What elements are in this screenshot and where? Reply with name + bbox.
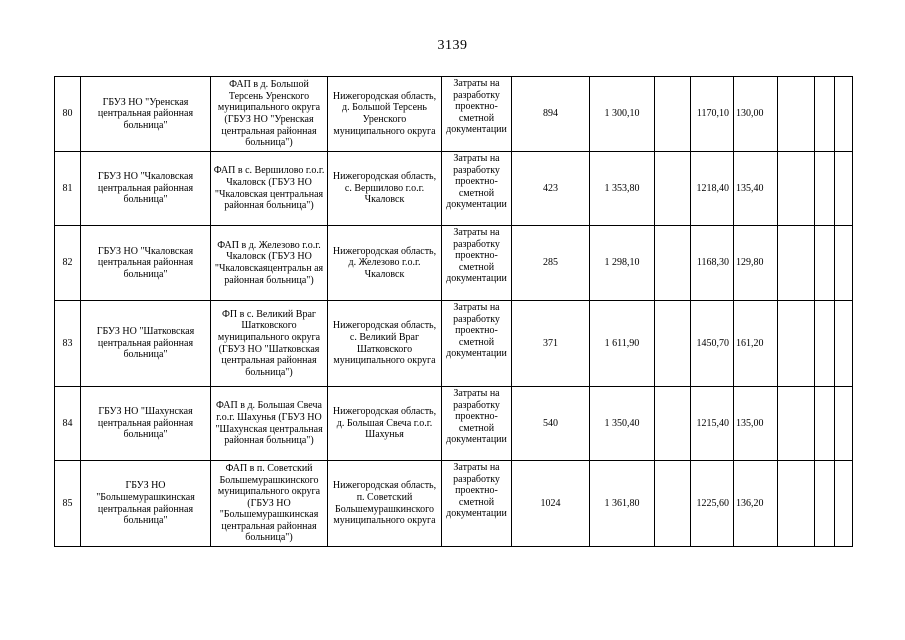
- empty-cell: [835, 226, 853, 301]
- address-cell: Нижегородская область, д. Железово г.о.г. Чкаловск: [328, 226, 442, 301]
- address-cell: Нижегородская область, с. Вершилово г.о.г. Чкаловск: [328, 152, 442, 226]
- institution-cell: ГБУЗ НО "Шахунская центральная районная больница": [81, 387, 211, 461]
- value-b-cell: 129,80: [734, 226, 778, 301]
- empty-cell: [815, 152, 835, 226]
- table-row: [55, 226, 853, 301]
- empty-cell: [655, 301, 691, 387]
- facility-cell: ФАП в д. Большая Свеча г.о.г. Шахунья (ГБУЗ НО "Шахунская центральная районная больница"): [211, 387, 328, 461]
- facility-cell: ФАП в д. Железово г.о.г. Чкаловск (ГБУЗ НО "Чкаловскаяцентральн ая районная больница"): [211, 226, 328, 301]
- empty-cell: [815, 301, 835, 387]
- value-a-cell: 1215,40: [691, 387, 734, 461]
- address-cell: Нижегородская область, с. Великий Враг Шатковского муниципального округа: [328, 301, 442, 387]
- empty-cell: [778, 77, 815, 152]
- funding-table: [54, 76, 853, 547]
- institution-cell: ГБУЗ НО "Уренская центральная районная больница": [81, 77, 211, 152]
- area-cell: 285: [512, 226, 590, 301]
- empty-cell: [655, 226, 691, 301]
- empty-cell: [815, 77, 835, 152]
- institution-cell: ГБУЗ НО "Чкаловская центральная районная больница": [81, 226, 211, 301]
- cost-type-cell: Затраты на разработку проектно-сметной документации: [442, 152, 512, 226]
- cost-total-cell: 1 298,10: [590, 226, 655, 301]
- empty-cell: [778, 461, 815, 547]
- empty-cell: [778, 387, 815, 461]
- institution-cell: ГБУЗ НО "Чкаловская центральная районная больница": [81, 152, 211, 226]
- row-number: 81: [55, 152, 81, 226]
- cost-total-cell: 1 300,10: [590, 77, 655, 152]
- row-number: 85: [55, 461, 81, 547]
- value-a-cell: 1450,70: [691, 301, 734, 387]
- empty-cell: [835, 301, 853, 387]
- empty-cell: [815, 461, 835, 547]
- value-a-cell: 1170,10: [691, 77, 734, 152]
- empty-cell: [778, 301, 815, 387]
- empty-cell: [835, 77, 853, 152]
- cost-type-cell: Затраты на разработку проектно-сметной документации: [442, 301, 512, 387]
- cost-type-cell: Затраты на разработку проектно-сметной документации: [442, 226, 512, 301]
- area-cell: 540: [512, 387, 590, 461]
- value-b-cell: 130,00: [734, 77, 778, 152]
- empty-cell: [835, 387, 853, 461]
- address-cell: Нижегородская область, д. Большая Свеча г.о.г. Шахунья: [328, 387, 442, 461]
- table-row: [55, 301, 853, 387]
- empty-cell: [655, 152, 691, 226]
- value-a-cell: 1168,30: [691, 226, 734, 301]
- facility-cell: ФП в с. Великий Враг Шатковского муниципального округа (ГБУЗ НО "Шатковская центральная районная больница"): [211, 301, 328, 387]
- value-b-cell: 135,40: [734, 152, 778, 226]
- cost-total-cell: 1 353,80: [590, 152, 655, 226]
- empty-cell: [835, 461, 853, 547]
- cost-type-cell: Затраты на разработку проектно-сметной документации: [442, 387, 512, 461]
- facility-cell: ФАП в п. Советский Большемурашкинского муниципального округа (ГБУЗ НО "Большемурашкинская центральная районная больница"): [211, 461, 328, 547]
- address-cell: Нижегородская область, д. Большой Терсень Уренского муниципального округа: [328, 77, 442, 152]
- row-number: 82: [55, 226, 81, 301]
- empty-cell: [778, 152, 815, 226]
- facility-cell: ФАП в с. Вершилово г.о.г. Чкаловск (ГБУЗ НО "Чкаловская центральная районная больница"): [211, 152, 328, 226]
- cost-total-cell: 1 350,40: [590, 387, 655, 461]
- table-row: [55, 152, 853, 226]
- area-cell: 1024: [512, 461, 590, 547]
- institution-cell: ГБУЗ НО "Шатковская центральная районная больница": [81, 301, 211, 387]
- value-a-cell: 1218,40: [691, 152, 734, 226]
- value-b-cell: 136,20: [734, 461, 778, 547]
- cost-total-cell: 1 611,90: [590, 301, 655, 387]
- row-number: 84: [55, 387, 81, 461]
- area-cell: 894: [512, 77, 590, 152]
- cost-type-cell: Затраты на разработку проектно-сметной документации: [442, 461, 512, 547]
- area-cell: 423: [512, 152, 590, 226]
- table-row: [55, 387, 853, 461]
- cost-type-cell: Затраты на разработку проектно-сметной документации: [442, 77, 512, 152]
- row-number: 83: [55, 301, 81, 387]
- empty-cell: [655, 77, 691, 152]
- institution-cell: ГБУЗ НО "Большемурашкинская центральная районная больница": [81, 461, 211, 547]
- table-row: [55, 77, 853, 152]
- empty-cell: [655, 387, 691, 461]
- empty-cell: [778, 226, 815, 301]
- table-row: [55, 461, 853, 547]
- empty-cell: [815, 226, 835, 301]
- row-number: 80: [55, 77, 81, 152]
- empty-cell: [815, 387, 835, 461]
- area-cell: 371: [512, 301, 590, 387]
- value-a-cell: 1225,60: [691, 461, 734, 547]
- empty-cell: [835, 152, 853, 226]
- facility-cell: ФАП в д. Большой Терсень Уренского муниципального округа (ГБУЗ НО "Уренская центральная районная больница"): [211, 77, 328, 152]
- empty-cell: [655, 461, 691, 547]
- page-number: 3139: [437, 38, 468, 53]
- value-b-cell: 135,00: [734, 387, 778, 461]
- cost-total-cell: 1 361,80: [590, 461, 655, 547]
- value-b-cell: 161,20: [734, 301, 778, 387]
- address-cell: Нижегородская область, п. Советский Большемурашкинского муниципального округа: [328, 461, 442, 547]
